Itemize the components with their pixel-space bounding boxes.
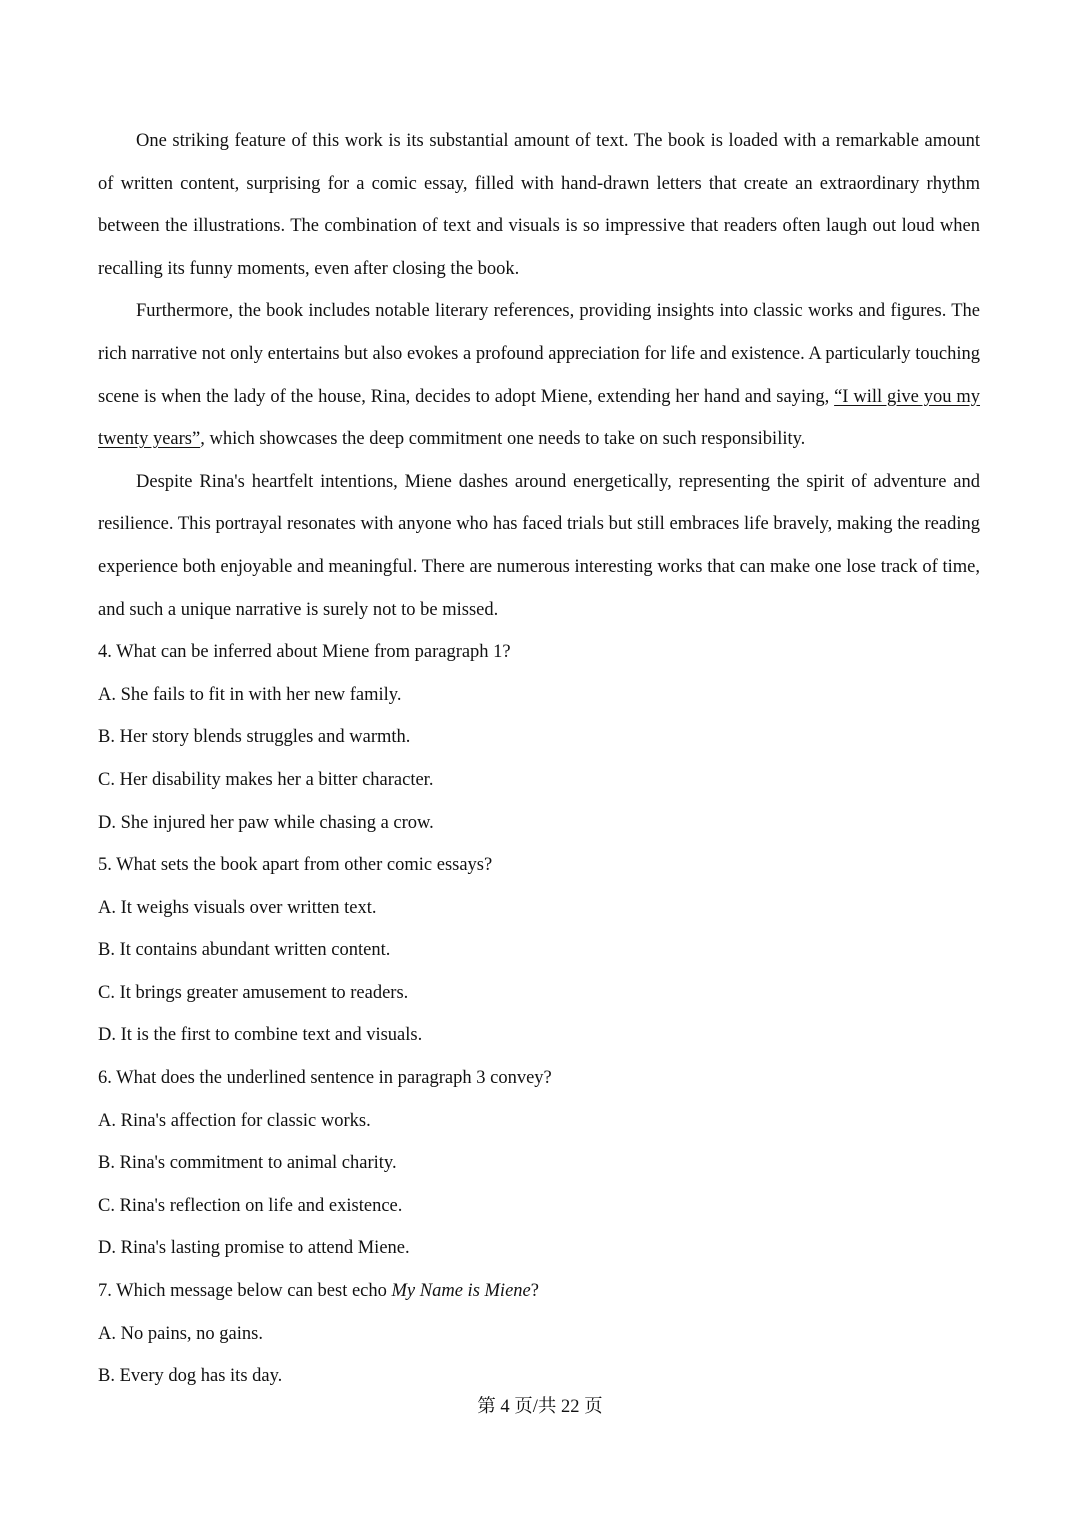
question-6 [98,1057,980,1270]
question-stem-text: 7. Which message below can best echo [98,1281,392,1302]
option-d: D. It is the first to combine text and visuals. [98,1025,423,1046]
option-c: C. Rina's reflection on life and existence. [98,1195,403,1216]
option-b: B. It contains abundant written content. [98,940,391,961]
option-a: A. Rina's affection for classic works. [98,1110,371,1131]
option-a: A. It weighs visuals over written text. [98,897,377,918]
paragraph-3 [98,290,980,460]
question-stem: 6. What does the underlined sentence in paragraph 3 convey? [98,1068,552,1089]
option-d: D. She injured her paw while chasing a crow. [98,812,434,833]
option-c: C. Her disability makes her a bitter character. [98,769,434,790]
option-b: B. Her story blends struggles and warmth. [98,727,411,748]
paragraph-3-text-before: Furthermore, the book includes notable literary references, providing insights into classic works and figures. The rich narrative not only entertains but also evokes a profound appreciation for life and existence. A particularly touching scene is when the lady of the house, Rina, decides to adopt Miene, extending her hand and saying, [98,301,980,407]
question-5 [98,844,980,1057]
page-number-label: 第 4 页/共 22 页 [477,1397,603,1417]
underlined-sentence: “I will give you my twenty years” [98,386,980,450]
paragraph-2: One striking feature of this work is its substantial amount of text. The book is loaded with a remarkable amount of written content, surprising for a comic essay, filled with hand-drawn letters that create an extraordinary rhythm between the illustrations. The combination of text and visuals is so impressive that readers often laugh out loud when recalling its funny moments, even after closing the book. [98,131,980,279]
paragraph-3-text-after: , which showcases the deep commitment one needs to take on such responsibility. [200,429,806,450]
question-stem [98,1270,980,1313]
option-c: C. It brings greater amusement to readers. [98,982,409,1003]
question-stem-end: ? [530,1281,539,1302]
paragraph-4: Despite Rina's heartfelt intentions, Miene dashes around energetically, representing the spirit of adventure and resilience. This portrayal resonates with anyone who has faced trials but still embraces life bravely, making the reading experience both enjoyable and meaningful. There are numerous interesting works that can make one lose track of time, and such a unique narrative is surely not to be missed. [98,471,980,620]
option-b: B. Every dog has its day. [98,1366,283,1387]
option-a: A. No pains, no gains. [98,1323,263,1344]
question-4 [98,631,980,844]
page-footer [0,1392,1080,1422]
option-a: A. She fails to fit in with her new family. [98,684,402,705]
book-title: My Name is Miene [391,1281,531,1302]
question-stem: 5. What sets the book apart from other comic essays? [98,855,493,876]
option-d: D. Rina's lasting promise to attend Miene. [98,1238,410,1259]
question-7 [98,1270,980,1398]
page-content [98,120,980,1398]
option-b: B. Rina's commitment to animal charity. [98,1153,397,1174]
question-stem: 4. What can be inferred about Miene from paragraph 1? [98,642,511,663]
